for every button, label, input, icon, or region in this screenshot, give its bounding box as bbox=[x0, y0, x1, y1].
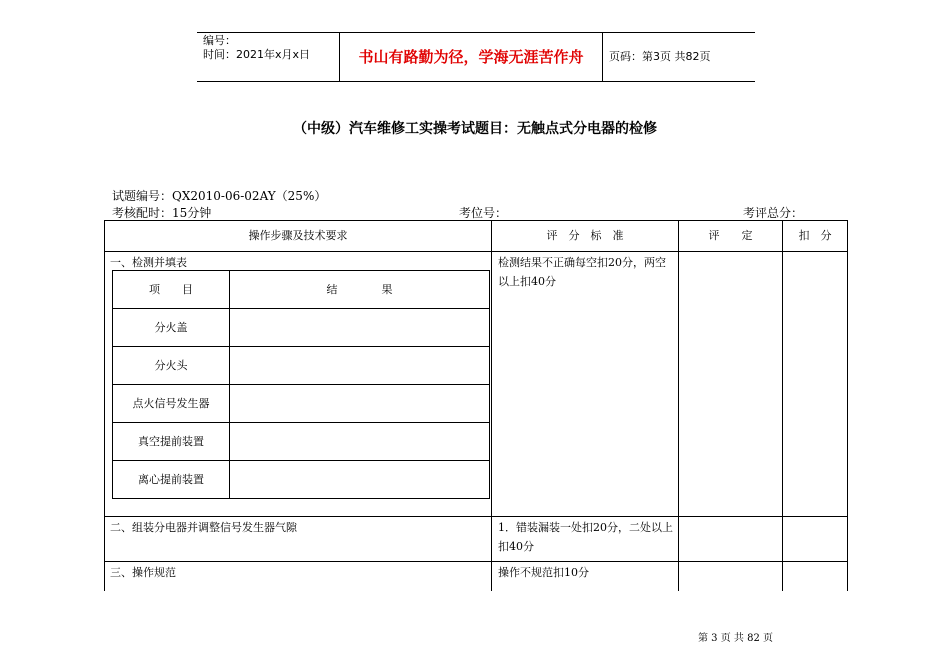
score-table bbox=[104, 220, 848, 591]
inner-item: 真空提前装置 bbox=[138, 435, 204, 448]
col-divider bbox=[491, 221, 492, 591]
header-criteria: 评 分 标 准 bbox=[546, 229, 624, 242]
page-info: 页码：第3页 共82页 bbox=[609, 50, 711, 63]
criteria-2: 1．错装漏装一处扣20分，二处以上扣40分 bbox=[498, 521, 673, 553]
exam-code: 试题编号：QX2010-06-02AY（25%） bbox=[112, 189, 327, 203]
col-divider bbox=[678, 221, 679, 591]
step-1: 一、检测并填表 bbox=[110, 256, 187, 269]
inner-header-result: 结 果 bbox=[326, 283, 393, 296]
time-limit: 考核配时：15分钟 bbox=[112, 206, 212, 220]
col-divider bbox=[782, 221, 783, 591]
time-label: 时间：2021年x月x日 bbox=[203, 48, 311, 61]
header-left bbox=[203, 34, 339, 62]
header-steps: 操作步骤及技术要求 bbox=[248, 229, 348, 242]
criteria-3: 操作不规范扣10分 bbox=[498, 566, 589, 579]
total-score: 考评总分： bbox=[743, 206, 804, 220]
row-divider bbox=[105, 516, 847, 517]
criteria-1: 检测结果不正确每空扣20分，两空以上扣40分 bbox=[498, 256, 666, 288]
document-title: （中级）汽车维修工实操考试题目：无触点式分电器的检修 bbox=[293, 121, 657, 137]
page-footer: 第 3 页 共 82 页 bbox=[698, 633, 773, 644]
seat-no: 考位号： bbox=[459, 206, 508, 220]
row-divider bbox=[105, 561, 847, 562]
code-label: 编号： bbox=[203, 34, 236, 47]
step-2: 二、组装分电器并调整信号发生器气隙 bbox=[110, 521, 297, 534]
header-evaluation: 评 定 bbox=[708, 229, 753, 242]
header-deduction: 扣 分 bbox=[798, 229, 832, 242]
inner-item: 点火信号发生器 bbox=[132, 397, 210, 410]
inner-item: 分火盖 bbox=[154, 321, 188, 334]
inner-header-item: 项 目 bbox=[149, 283, 193, 296]
motto: 书山有路勤为径，学海无涯苦作舟 bbox=[339, 33, 603, 81]
inner-item: 离心提前装置 bbox=[138, 473, 204, 486]
inner-item: 分火头 bbox=[154, 359, 188, 372]
row-divider bbox=[105, 251, 847, 252]
step-3: 三、操作规范 bbox=[110, 566, 176, 579]
inspection-table bbox=[112, 270, 490, 499]
page-header bbox=[197, 32, 755, 82]
